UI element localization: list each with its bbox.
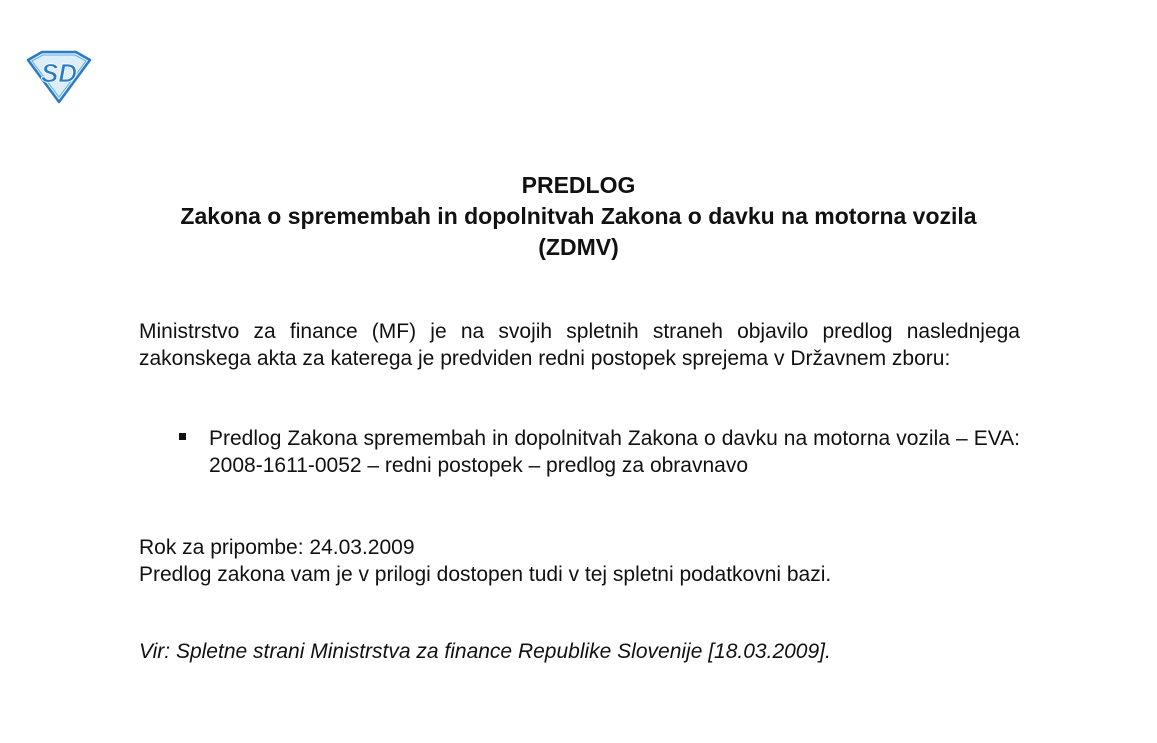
square-bullet-icon: [179, 433, 186, 440]
deadline-block: [139, 534, 1020, 588]
list-item-text: Predlog Zakona spremembah in dopolnitvah Zakona o davku na motorna vozila – EVA: 2008-1611-0052 – redni postopek – predlog za obravnavo: [209, 427, 1020, 477]
bullet-list: [139, 425, 1020, 479]
logo-letters: SD: [40, 58, 78, 88]
title-line-1: PREDLOG: [521, 172, 636, 198]
sd-shield-logo-icon: [22, 48, 96, 104]
availability-line: Predlog zakona vam je v prilogi dostopen tudi v tej spletni podatkovni bazi.: [139, 563, 832, 586]
list-item: [139, 425, 1020, 479]
deadline-line: Rok za pripombe: 24.03.2009: [139, 536, 415, 559]
title-line-2: Zakona o spremembah in dopolnitvah Zakona o davku na motorna vozila (ZDMV): [180, 203, 977, 260]
source-line: Vir: Spletne strani Ministrstva za finance Republike Slovenije [18.03.2009].: [139, 640, 831, 663]
document-title: [0, 170, 1157, 263]
intro-paragraph: Ministrstvo za finance (MF) je na svojih spletnih straneh objavilo predlog naslednjega zakonskega akta za katerega je predviden redni postopek sprejema v Državnem zboru:: [139, 320, 1020, 370]
